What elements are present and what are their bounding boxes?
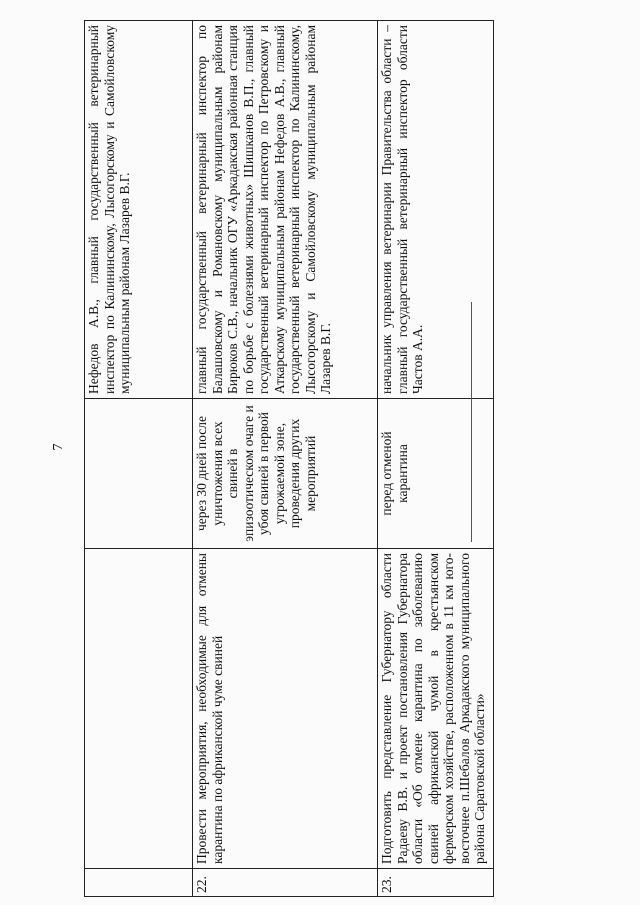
table-row <box>378 21 494 897</box>
footer-divider <box>471 302 472 542</box>
responsible-cell: начальник управления ветеринарии Правительства области – главный государственный ветеринарный инспектор области Частов А.А. <box>378 21 494 399</box>
page-number: 7 <box>51 443 66 451</box>
table-row <box>85 21 193 897</box>
deadline-cell: перед отменой карантина <box>378 399 494 549</box>
action-cell: Подготовить представление Губернатору области Радаеву В.В. и проект постановления Губернатора области «Об отмене карантина по заболеванию свиней африканской чумой в крестьянском фермерском хозяйстве, расположенном в 11 км юго-восточнее п.Шебалов Аркадакского муниципального района Саратовской области» <box>378 549 494 869</box>
action-cell <box>85 549 193 869</box>
responsible-cell: Нефедов А.В., главный государственный ветеринарный инспектор по Калининскому, Лысогорскому и Самойловскому муниципальным районам Лазарев В.Г. <box>85 21 193 399</box>
deadline-cell: через 30 дней после уничтожения всех свиней в эпизоотическом очаге и убоя свиней в первой угрожаемой зоне, проведения других мероприятий <box>193 399 378 549</box>
responsible-cell: главный государственный ветеринарный инспектор по Балашовскому и Романовскому муниципальным районам Бирюков С.В., начальник ОГУ «Аркадакская районная станция по борьбе с болезнями животных» Шишканов В.П., главный государственный ветеринарный инспектор по Петровскому и Аткарскому муниципальным районам Нефедов А.В., главный государственный ветеринарный инспектор по Калининскому, Лысогорскому и Самойловскому муниципальным районам Лазарев В.Г. <box>193 21 378 399</box>
row-number: 23. <box>378 869 494 897</box>
row-number <box>85 869 193 897</box>
action-cell: Провести мероприятия, необходимые для отмены карантина по африканской чуме свиней <box>193 549 378 869</box>
row-number: 22. <box>193 869 378 897</box>
action-plan-table <box>84 20 494 897</box>
table-row <box>193 21 378 897</box>
deadline-cell <box>85 399 193 549</box>
